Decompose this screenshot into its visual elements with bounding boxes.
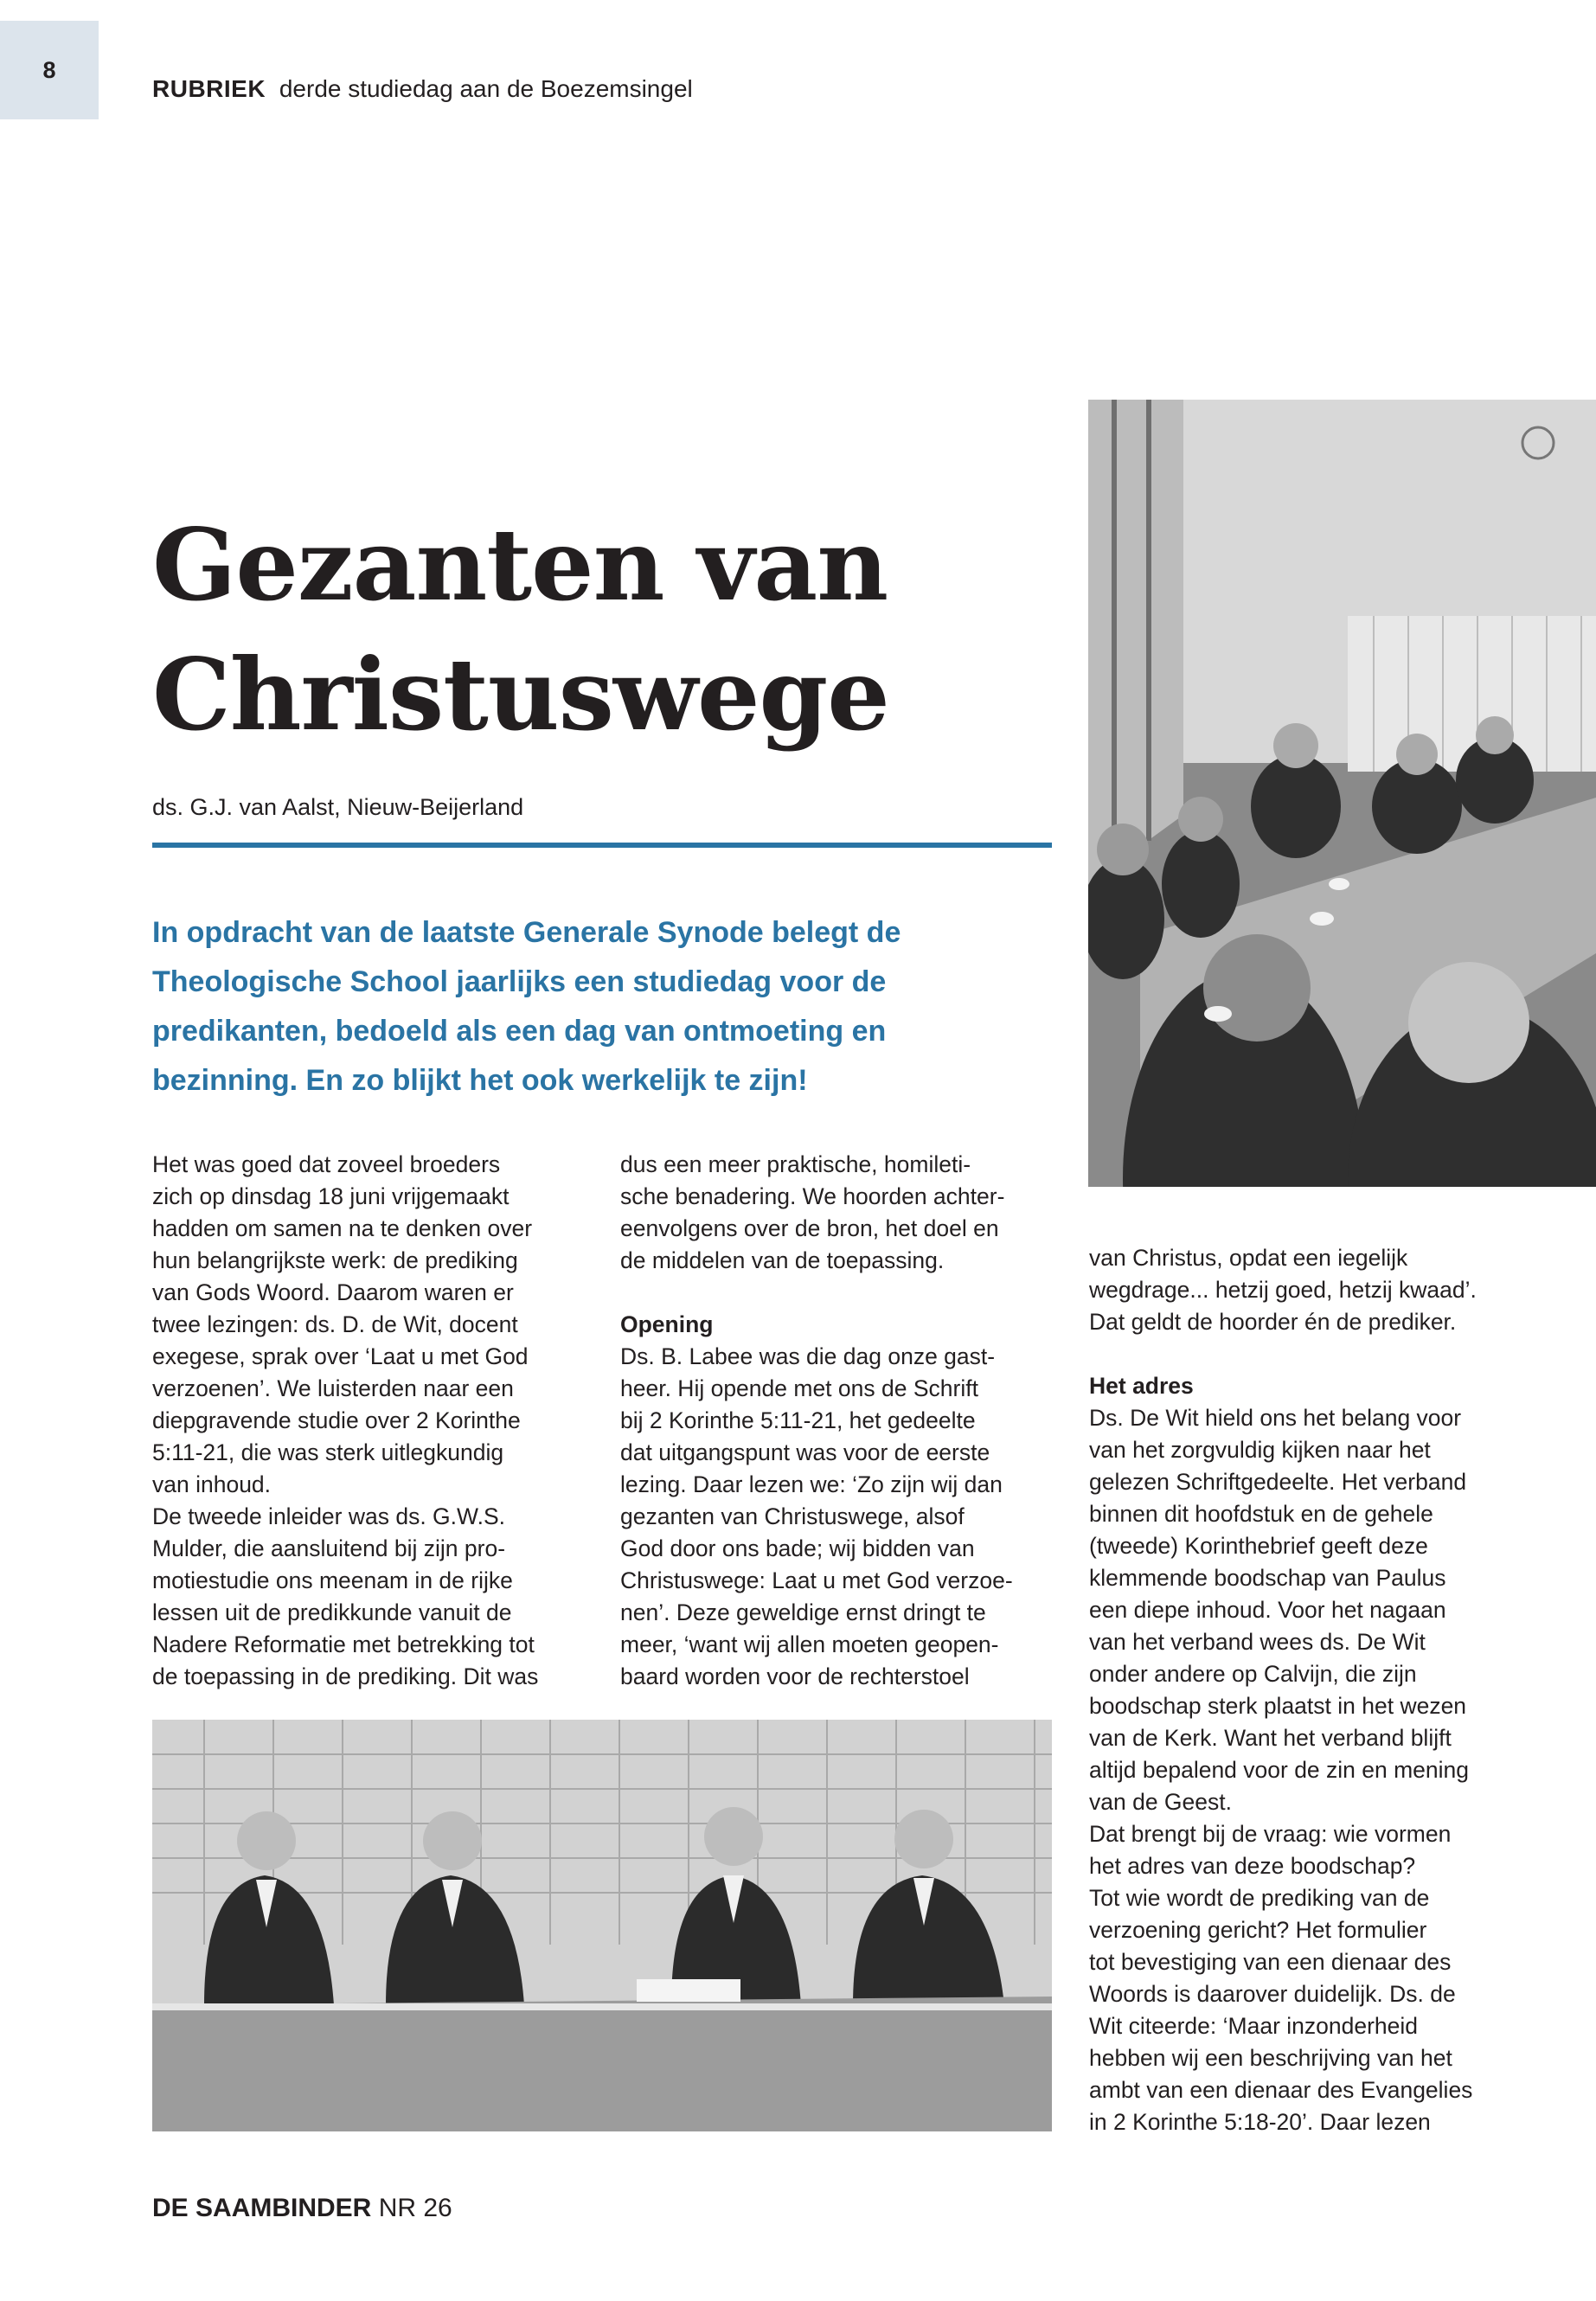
subheading-opening: Opening [620, 1311, 714, 1337]
text-line: in 2 Korinthe 5:18-20’. Daar lezen [1089, 2109, 1431, 2135]
text-line: binnen dit hoofdstuk en de gehele [1089, 1501, 1433, 1527]
text-line: hadden om samen na te denken over [152, 1215, 533, 1241]
text-line: altijd bepalend voor de zin en mening [1089, 1757, 1470, 1783]
text-line: van de Geest. [1089, 1789, 1232, 1815]
text-line: gelezen Schriftgedeelte. Het verband [1089, 1469, 1467, 1495]
text-line: een diepe inhoud. Voor het nagaan [1089, 1597, 1446, 1623]
text-line: de toepassing in de prediking. Dit was [152, 1663, 539, 1689]
text-line: onder andere op Calvijn, die zijn [1089, 1661, 1417, 1687]
text-line: van de Kerk. Want het verband blijft [1089, 1725, 1452, 1751]
page-number: 8 [42, 56, 56, 83]
text-line: klemmende boodschap van Paulus [1089, 1565, 1446, 1591]
title-line: Gezanten van [152, 507, 888, 623]
intro-paragraph [152, 908, 1052, 1106]
body-column-1 [152, 1149, 602, 1693]
text-line: lessen uit de predikkunde vanuit de [152, 1599, 512, 1625]
footer [152, 2194, 452, 2223]
text-line: 5:11-21, die was sterk uitlegkundig [152, 1439, 504, 1465]
blank-line [1089, 1338, 1556, 1370]
subheading-adres: Het adres [1089, 1373, 1194, 1399]
running-head [152, 75, 693, 103]
text-line: Nadere Reformatie met betrekking tot [152, 1631, 535, 1657]
text-line: heer. Hij opende met ons de Schrift [620, 1375, 978, 1401]
text-line: van Christus, opdat een iegelijk [1089, 1245, 1408, 1271]
photo-speakers-panel [152, 1720, 1052, 2131]
text-line: Mulder, die aansluitend bij zijn pro- [152, 1535, 506, 1561]
rubric-text: derde studiedag aan de Boezemsingel [279, 75, 693, 102]
text-line: Wit citeerde: ‘Maar inzonderheid [1089, 2013, 1419, 2039]
text-line: verzoening gericht? Het formulier [1089, 1917, 1427, 1943]
text-line: Tot wie wordt de prediking van de [1089, 1885, 1430, 1911]
text-line: zich op dinsdag 18 juni vrijgemaakt [152, 1183, 510, 1209]
text-line: baard worden voor de rechterstoel [620, 1663, 970, 1689]
text-line: van Gods Woord. Daarom waren er [152, 1279, 514, 1305]
text-line: Christuswege: Laat u met God verzoe- [620, 1567, 1013, 1593]
text-line: hebben wij een beschrijving van het [1089, 2045, 1452, 2071]
byline: ds. G.J. van Aalst, Nieuw-Beijerland [152, 794, 524, 820]
text-line: lezing. Daar lezen we: ‘Zo zijn wij dan [620, 1471, 1003, 1497]
text-line: diepgravende studie over 2 Korinthe [152, 1407, 521, 1433]
text-line: tot bevestiging van een dienaar des [1089, 1949, 1452, 1975]
intro-line: bezinning. En zo blijkt het ook werkelijk te zijn! [152, 1064, 808, 1097]
text-line: het adres van deze boodschap? [1089, 1853, 1416, 1879]
photo-meeting-room [1088, 400, 1596, 1187]
page-number-tab [0, 21, 99, 119]
magazine-name: DE SAAMBINDER [152, 2194, 372, 2222]
text-line: dus een meer praktische, homileti- [620, 1151, 971, 1177]
rubric-label: RUBRIEK [152, 75, 266, 102]
article-title [152, 500, 1069, 760]
text-line: de middelen van de toepassing. [620, 1247, 945, 1273]
text-line: exegese, sprak over ‘Laat u met God [152, 1343, 529, 1369]
text-line: gezanten van Christuswege, alsof [620, 1503, 965, 1529]
text-line: van het zorgvuldig kijken naar het [1089, 1437, 1431, 1463]
body-column-3 [1089, 1242, 1556, 2138]
text-line: Ds. B. Labee was die dag onze gast- [620, 1343, 996, 1369]
text-line: Ds. De Wit hield ons het belang voor [1089, 1405, 1462, 1431]
text-line: motiestudie ons meenam in de rijke [152, 1567, 513, 1593]
text-line: van het verband wees ds. De Wit [1089, 1629, 1426, 1655]
blank-line [620, 1277, 1070, 1309]
text-line: God door ons bade; wij bidden van [620, 1535, 975, 1561]
text-line: De tweede inleider was ds. G.W.S. [152, 1503, 505, 1529]
text-line: hun belangrijkste werk: de prediking [152, 1247, 518, 1273]
text-line: meer, ‘want wij allen moeten geopen- [620, 1631, 999, 1657]
text-line: nen’. Deze geweldige ernst dringt te [620, 1599, 986, 1625]
text-line: wegdrage... hetzij goed, hetzij kwaad’. [1089, 1277, 1477, 1303]
text-line: verzoenen’. We luisterden naar een [152, 1375, 514, 1401]
text-line: Dat geldt de hoorder én de prediker. [1089, 1309, 1457, 1335]
intro-line: predikanten, bedoeld als een dag van ontmoeting en [152, 1015, 887, 1048]
text-line: bij 2 Korinthe 5:11-21, het gedeelte [620, 1407, 976, 1433]
text-line: dat uitgangspunt was voor de eerste [620, 1439, 990, 1465]
text-line: ambt van een dienaar des Evangelies [1089, 2077, 1473, 2103]
intro-line: Theologische School jaarlijks een studiedag voor de [152, 965, 887, 998]
text-line: sche benadering. We hoorden achter- [620, 1183, 1005, 1209]
text-line: Dat brengt bij de vraag: wie vormen [1089, 1821, 1452, 1847]
text-line: boodschap sterk plaatst in het wezen [1089, 1693, 1467, 1719]
title-line: Christuswege [152, 637, 889, 753]
intro-line: In opdracht van de laatste Generale Synode belegt de [152, 916, 901, 949]
title-rule [152, 843, 1052, 848]
issue-number: NR 26 [378, 2194, 452, 2222]
text-line: van inhoud. [152, 1471, 272, 1497]
text-line: Woords is daarover duidelijk. Ds. de [1089, 1981, 1456, 2007]
text-line: eenvolgens over de bron, het doel en [620, 1215, 999, 1241]
text-line: twee lezingen: ds. D. de Wit, docent [152, 1311, 518, 1337]
text-line: Het was goed dat zoveel broeders [152, 1151, 501, 1177]
text-line: (tweede) Korinthebrief geeft deze [1089, 1533, 1428, 1559]
body-column-2 [620, 1149, 1070, 1693]
